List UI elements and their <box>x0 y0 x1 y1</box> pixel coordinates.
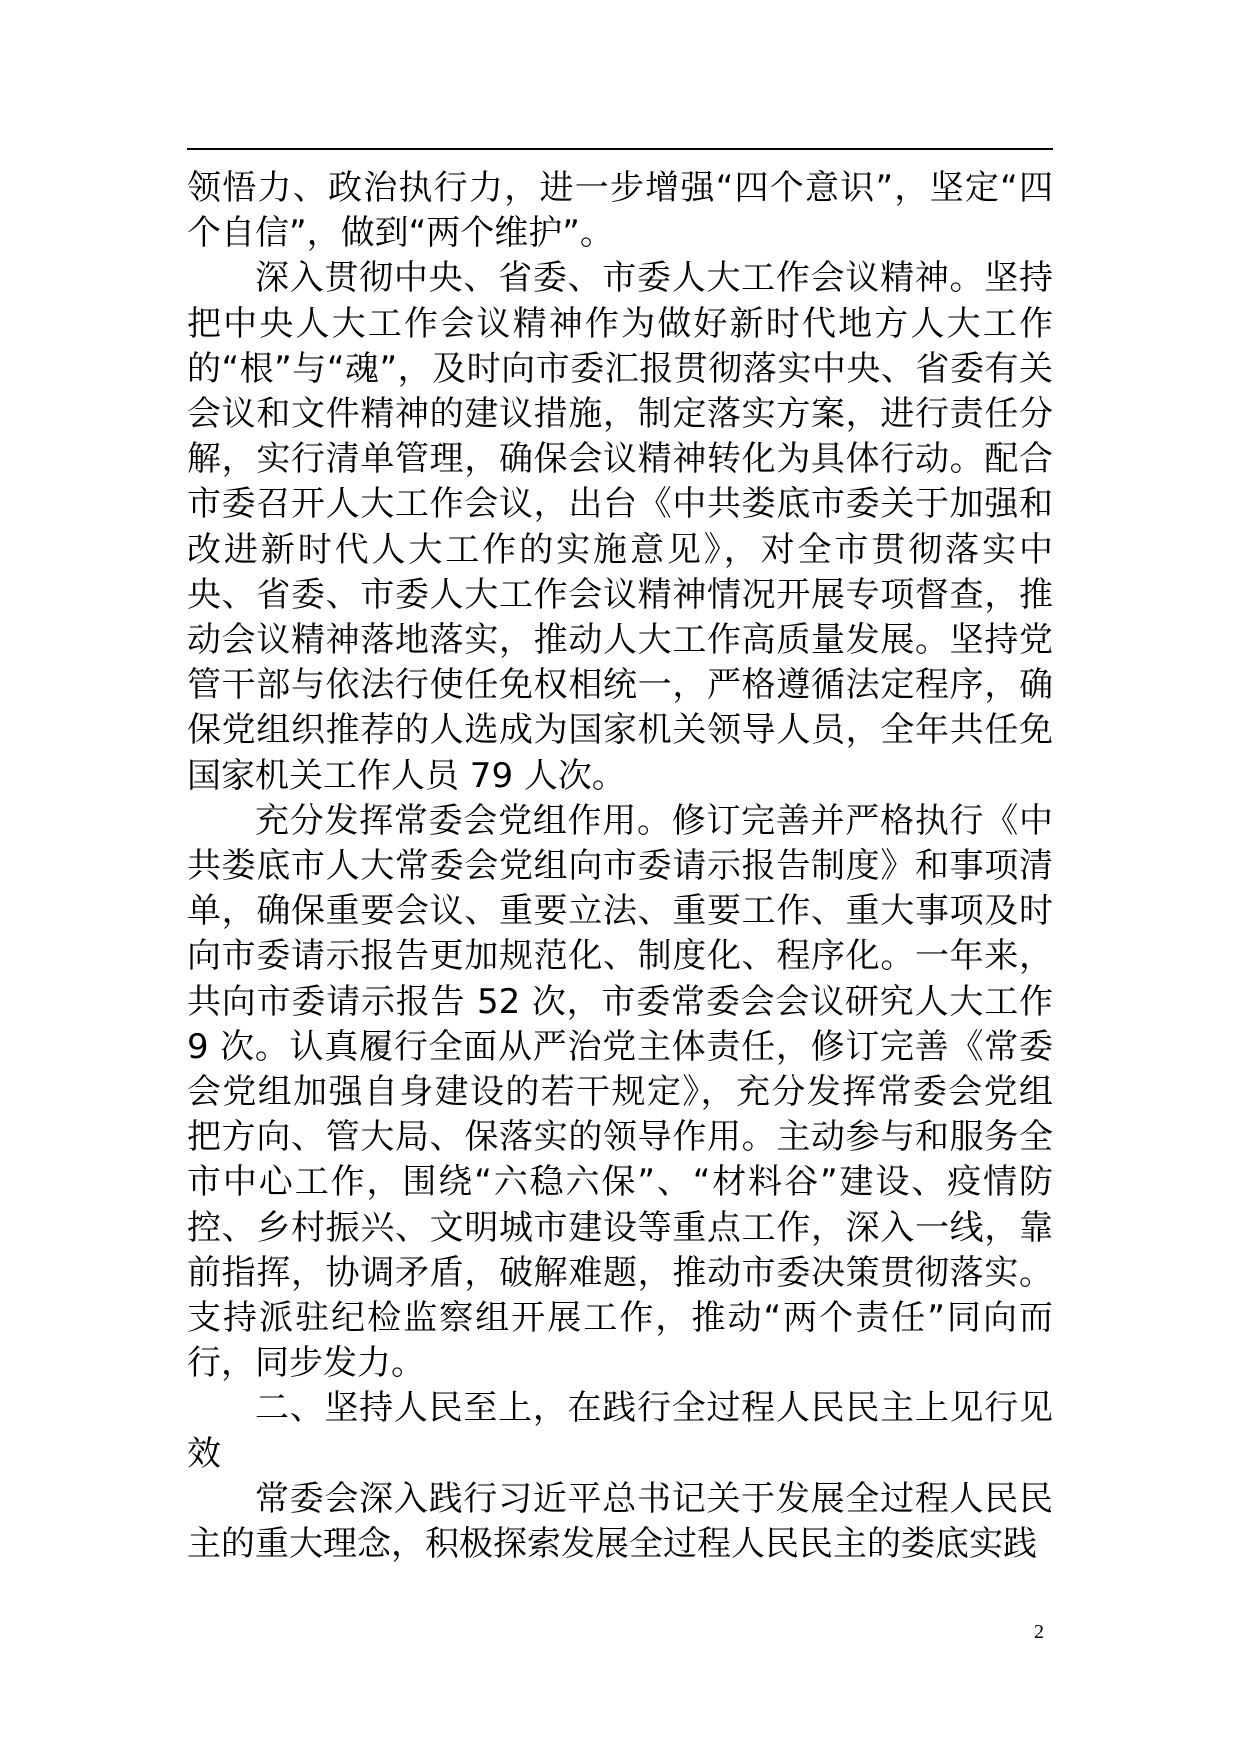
document-body <box>187 166 1053 1567</box>
paragraph-whole-process-democracy: 常委会深入践行习近平总书记关于发展全过程人民民主的重大理念，积极探索发展全过程人民民主的娄底实践 <box>187 1478 1053 1565</box>
page-number: 2 <box>1034 1621 1044 1643</box>
paragraph-party-group-role: 充分发挥常委会党组作用。修订完善并严格执行《中共娄底市人大常委会党组向市委请示报告制度》和事项清单，确保重要会议、重要立法、重要工作、重大事项及时向市委请示报告更加规范化、制度化、程序化。一年来，共向市委请示报告 52 次，市委常委会会议研究人大工作 9 次。认真履行全面从严治党主体责任，修订完善《常委会党组加强自身建设的若干规定》，充分发挥常委会党组把方向、管大局、保落实的领导作用。主动参与和服务全市中心工作，围绕“六稳六保”、“材料谷”建设、疫情防控、乡村振兴、文明城市建设等重点工作，深入一线，靠前指挥，协调矛盾，破解难题，推动市委决策贯彻落实。支持派驻纪检监察组开展工作，推动“两个责任”同向而行，同步发力。 <box>187 800 1053 1384</box>
paragraph-continuation: 领悟力、政治执行力，进一步增强“四个意识”，坚定“四个自信”，做到“两个维护”。 <box>187 168 1053 254</box>
section-heading-people-first: 二、坚持人民至上，在践行全过程人民民主上见行见效 <box>187 1388 1053 1474</box>
paragraph-implement-meeting-spirit: 深入贯彻中央、省委、市委人大工作会议精神。坚持把中央人大工作会议精神作为做好新时代地方人大工作的“根”与“魂”，及时向市委汇报贯彻落实中央、省委有关会议和文件精神的建议措施，制定落实方案，进行责任分解，实行清单管理，确保会议精神转化为具体行动。配合市委召开人大工作会议，出台《中共娄底市委关于加强和改进新时代人大工作的实施意见》，对全市贯彻落实中央、省委、市委人大工作会议精神情况开展专项督查，推动会议精神落地落实，推动人大工作高质量发展。坚持党管干部与依法行使任免权相统一，严格遵循法定程序，确保党组织推荐的人选成为国家机关领导人员，全年共任免国家机关工作人员 79 人次。 <box>187 258 1053 796</box>
header-rule <box>187 148 1053 150</box>
